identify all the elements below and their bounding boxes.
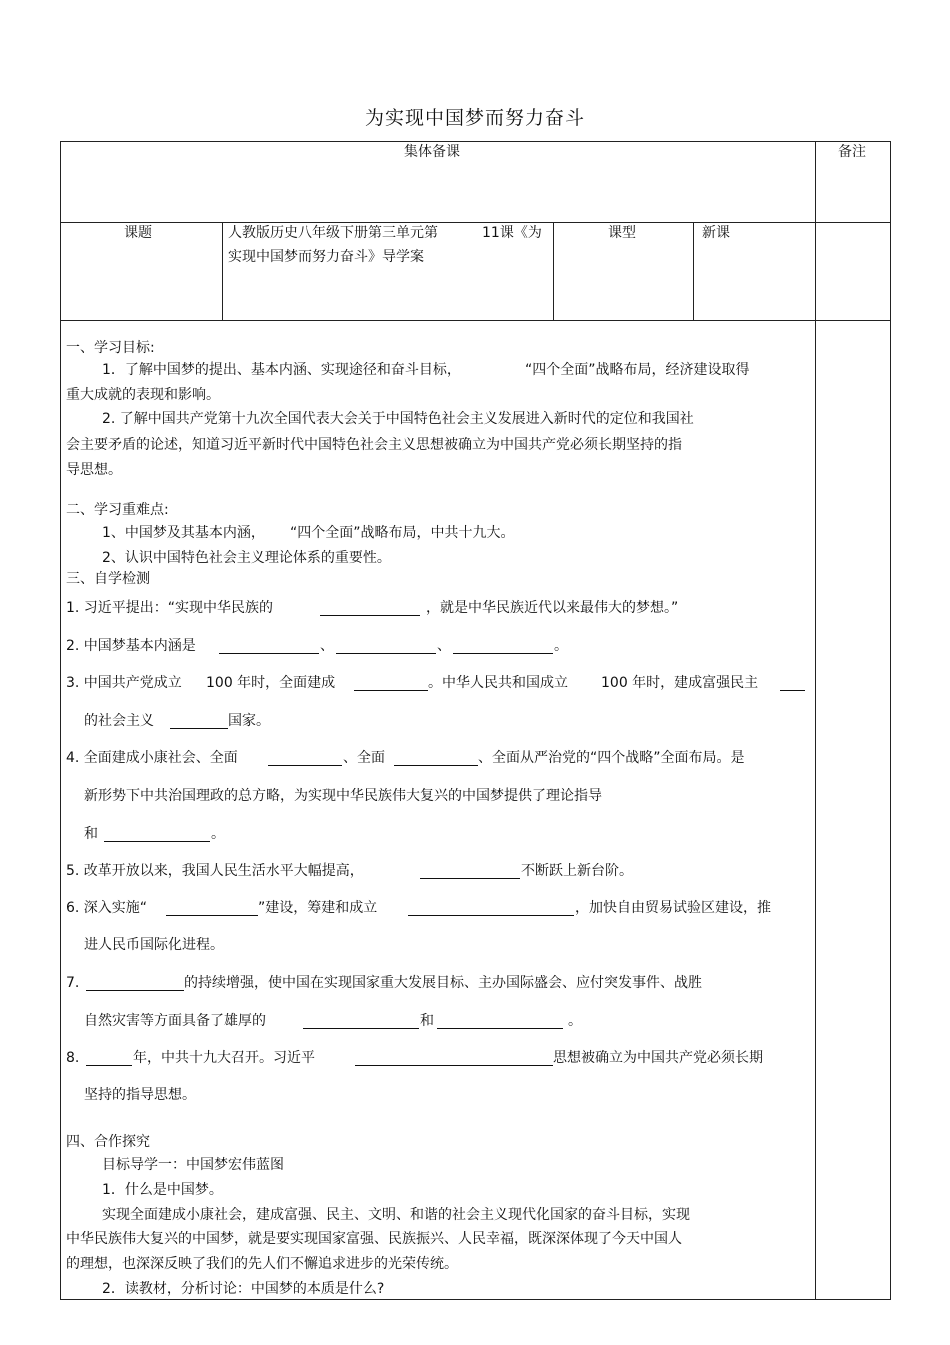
question4-part6: 。: [211, 826, 225, 842]
question2-sep1: 、: [320, 638, 334, 654]
keypoint2: 2、认识中国特色社会主义理论体系的重要性。: [102, 550, 391, 566]
question2-sep2: 、: [437, 638, 451, 654]
question4-part2: 、全面: [343, 750, 385, 766]
question6-part1: 6. 深入实施“: [66, 900, 148, 916]
table-border-top: [60, 141, 891, 142]
question7-part5: 。: [568, 1013, 582, 1029]
question6-part2: ”建设，筹建和成立: [258, 900, 378, 916]
question4-part4: 新形势下中共治国理政的总方略，为实现中华民族伟大复兴的中国梦提供了理论指导: [84, 788, 602, 804]
question3-num1: 100 年时，全面建成: [206, 675, 336, 691]
topic-value-line2: 实现中国梦而努力奋斗》导学案: [228, 249, 424, 265]
question7-part1: 7.: [66, 975, 80, 991]
question7-part3: 自然灾害等方面具备了雄厚的: [84, 1013, 266, 1029]
table-border-row2: [60, 320, 891, 321]
section2-heading: 二、学习重难点:: [66, 502, 169, 518]
question2-blank3[interactable]: [453, 639, 553, 654]
question3-num2: 100 年时，建成富强民主: [601, 675, 759, 691]
section4-para-line1: 实现全面建成小康社会，建成富强、民主、文明、和谐的社会主义现代化国家的奋斗目标，实现: [102, 1207, 690, 1223]
goal1-part3: 重大成就的表现和影响。: [66, 387, 220, 403]
table-divider-topic: [222, 222, 223, 320]
question2-blank2[interactable]: [336, 639, 436, 654]
goal2-line3: 导思想。: [66, 462, 122, 478]
section1-heading: 一、学习目标:: [66, 340, 155, 356]
section4-heading: 四、合作探究: [66, 1134, 150, 1150]
question5-part1: 5. 改革开放以来，我国人民生活水平大幅提高，: [66, 863, 364, 879]
type-label: 课型: [608, 225, 636, 241]
question8-part4: 坚持的指导思想。: [84, 1087, 196, 1103]
section3-heading: 三、自学检测: [66, 571, 150, 587]
keypoint1-part2: “四个全面”战略布局，中共十九大。: [290, 525, 515, 541]
question3-blank3[interactable]: [170, 714, 228, 729]
question2-end: 。: [554, 638, 568, 654]
question8-blank1[interactable]: [86, 1051, 132, 1066]
question5-part2: 不断跃上新台阶。: [521, 863, 633, 879]
question4-part1: 4. 全面建成小康社会、全面: [66, 750, 238, 766]
question4-blank1[interactable]: [268, 751, 342, 766]
question4-part5: 和: [84, 826, 98, 842]
table-border-left: [60, 141, 61, 1300]
question8-part3: 思想被确立为中国共产党必须长期: [553, 1050, 763, 1066]
question7-blank3[interactable]: [437, 1014, 563, 1029]
table-divider-value: [553, 222, 554, 320]
question3-blank2[interactable]: [780, 676, 805, 691]
question3-part4: 国家。: [228, 713, 270, 729]
keypoint1-part1: 1、中国梦及其基本内涵，: [102, 525, 265, 541]
question7-blank2[interactable]: [303, 1014, 419, 1029]
question1-part2: ，就是中华民族近代以来最伟大的梦想。”: [426, 600, 679, 616]
collective-prep-label: 集体备课: [404, 144, 460, 160]
type-value: 新课: [702, 225, 730, 241]
question6-blank2[interactable]: [408, 901, 574, 916]
question4-blank2[interactable]: [394, 751, 478, 766]
section4-para-line3: 的理想，也深深反映了我们的先人们不懈追求进步的光荣传统。: [66, 1256, 458, 1272]
topic-label: 课题: [124, 225, 152, 241]
question4-blank3[interactable]: [104, 827, 210, 842]
topic-value-line1: 人教版历史八年级下册第三单元第: [228, 225, 438, 241]
remarks-label: 备注: [838, 144, 866, 160]
question3-part2: 。中华人民共和国成立: [428, 675, 568, 691]
question7-part4: 和: [420, 1013, 434, 1029]
question7-blank1[interactable]: [86, 976, 184, 991]
page-title: 为实现中国梦而努力奋斗: [364, 107, 585, 129]
question3-blank1[interactable]: [354, 676, 428, 691]
question3-part3: 的社会主义: [84, 713, 154, 729]
question4-part3: 、全面从严治党的“四个战略”全面布局。是: [478, 750, 745, 766]
table-divider-type: [693, 222, 694, 320]
goal1-part1: 1．了解中国梦的提出、基本内涵、实现途径和奋斗目标，: [102, 362, 461, 378]
table-border-bottom: [60, 1299, 891, 1300]
question2-part1: 2. 中国梦基本内涵是: [66, 638, 196, 654]
question7-part2: 的持续增强，使中国在实现国家重大发展目标、主办国际盛会、应付突发事件、战胜: [184, 975, 702, 991]
question8-part1: 8.: [66, 1050, 80, 1066]
goal2-line2: 会主要矛盾的论述，知道习近平新时代中国特色社会主义思想被确立为中国共产党必须长期坚持的指: [66, 437, 682, 453]
question1-blank[interactable]: [320, 601, 420, 616]
question1-part1: 1. 习近平提出：“实现中华民族的: [66, 600, 274, 616]
goal1-part2: “四个全面”战略布局，经济建设取得: [525, 362, 750, 378]
topic-value-num: 11课《为: [482, 225, 542, 241]
question6-blank1[interactable]: [166, 901, 258, 916]
table-border-row1: [60, 222, 891, 223]
table-divider-remarks: [815, 141, 816, 1300]
question8-part2: 年，中共十九大召开。习近平: [133, 1050, 315, 1066]
question5-blank[interactable]: [420, 864, 520, 879]
section4-goal: 目标导学一：中国梦宏伟蓝图: [102, 1157, 284, 1173]
table-border-right: [890, 141, 891, 1300]
question2-blank1[interactable]: [219, 639, 319, 654]
question6-part4: 进人民币国际化进程。: [84, 937, 224, 953]
question8-blank2[interactable]: [355, 1051, 553, 1066]
question3-part1: 3. 中国共产党成立: [66, 675, 182, 691]
section4-item2: 2．读教材，分析讨论：中国梦的本质是什么?: [102, 1281, 385, 1297]
goal2-line1: 2. 了解中国共产党第十九次全国代表大会关于中国特色社会主义发展进入新时代的定位和我国社: [102, 411, 694, 427]
question6-part3: ，加快自由贸易试验区建设，推: [575, 900, 771, 916]
section4-item1: 1．什么是中国梦。: [102, 1182, 223, 1198]
section4-para-line2: 中华民族伟大复兴的中国梦，就是要实现国家富强、民族振兴、人民幸福，既深深体现了今天中国人: [66, 1231, 682, 1247]
